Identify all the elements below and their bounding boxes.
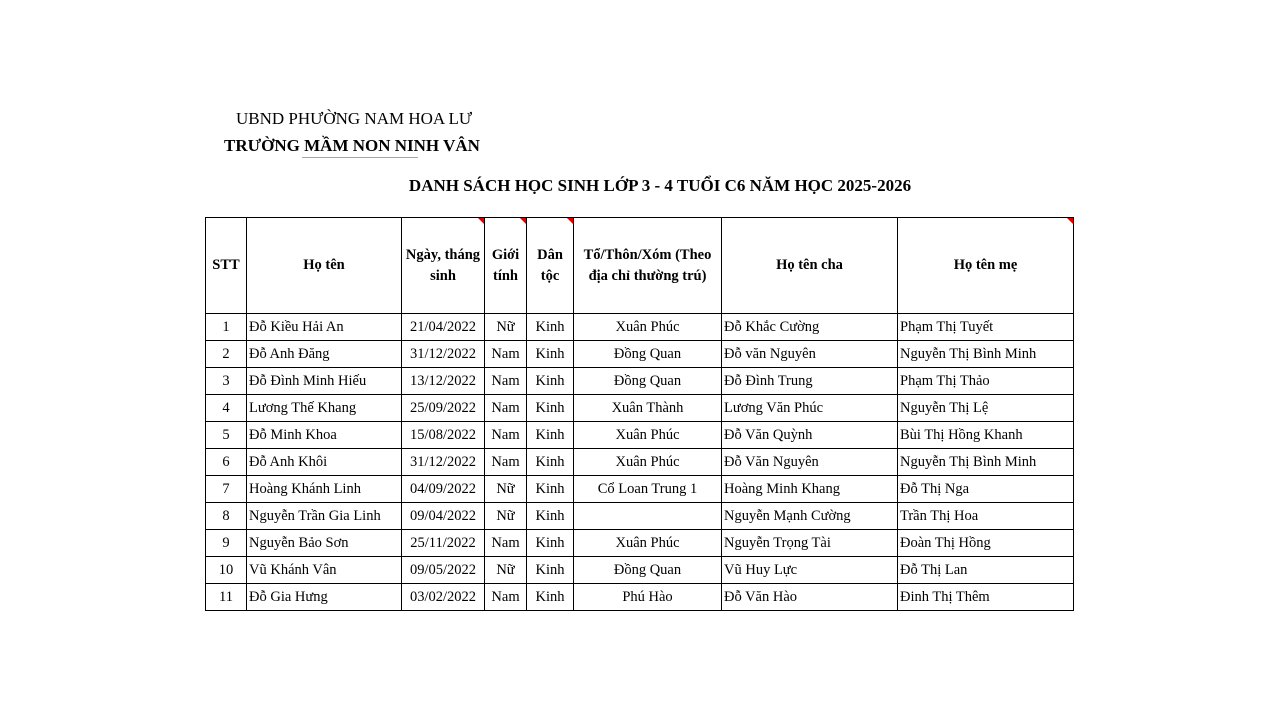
table-row bbox=[206, 503, 1074, 530]
cell-name[interactable]: Đỗ Kiều Hải An bbox=[247, 314, 402, 341]
cell-mother[interactable]: Nguyễn Thị Bình Minh bbox=[898, 341, 1074, 368]
cell-birthdate[interactable]: 13/12/2022 bbox=[402, 368, 485, 395]
cell-gender[interactable]: Nữ bbox=[485, 557, 527, 584]
table-row bbox=[206, 530, 1074, 557]
cell-stt[interactable]: 9 bbox=[206, 530, 247, 557]
cell-mother[interactable]: Phạm Thị Thảo bbox=[898, 368, 1074, 395]
col-header-address[interactable]: Tổ/Thôn/Xóm (Theo địa chỉ thường trú) bbox=[574, 218, 722, 314]
table-row bbox=[206, 314, 1074, 341]
cell-name[interactable]: Đỗ Đình Minh Hiếu bbox=[247, 368, 402, 395]
cell-ethnicity[interactable]: Kinh bbox=[527, 557, 574, 584]
col-header-father[interactable]: Họ tên cha bbox=[722, 218, 898, 314]
cell-address[interactable] bbox=[574, 503, 722, 530]
cell-birthdate[interactable]: 09/05/2022 bbox=[402, 557, 485, 584]
cell-stt[interactable]: 10 bbox=[206, 557, 247, 584]
cell-stt[interactable]: 5 bbox=[206, 422, 247, 449]
school-name: TRƯỜNG MẦM NON NINH VÂN bbox=[224, 136, 480, 155]
cell-gender[interactable]: Nữ bbox=[485, 503, 527, 530]
table-row bbox=[206, 584, 1074, 611]
cell-name[interactable]: Lương Thế Khang bbox=[247, 395, 402, 422]
cell-stt[interactable]: 4 bbox=[206, 395, 247, 422]
cell-father[interactable]: Đỗ Khắc Cường bbox=[722, 314, 898, 341]
student-table bbox=[205, 217, 1074, 611]
cell-birthdate[interactable]: 21/04/2022 bbox=[402, 314, 485, 341]
col-header-mother[interactable]: Họ tên mẹ bbox=[898, 218, 1074, 314]
col-header-name[interactable]: Họ tên bbox=[247, 218, 402, 314]
cell-address[interactable]: Xuân Phúc bbox=[574, 422, 722, 449]
cell-ethnicity[interactable]: Kinh bbox=[527, 395, 574, 422]
cell-gender[interactable]: Nam bbox=[485, 395, 527, 422]
cell-mother[interactable]: Nguyễn Thị Lệ bbox=[898, 395, 1074, 422]
cell-birthdate[interactable]: 15/08/2022 bbox=[402, 422, 485, 449]
cell-father[interactable]: Đỗ Văn Nguyên bbox=[722, 449, 898, 476]
cell-ethnicity[interactable]: Kinh bbox=[527, 530, 574, 557]
cell-stt[interactable]: 3 bbox=[206, 368, 247, 395]
cell-gender[interactable]: Nam bbox=[485, 584, 527, 611]
header-row bbox=[206, 218, 1074, 314]
table-row bbox=[206, 476, 1074, 503]
cell-ethnicity[interactable]: Kinh bbox=[527, 476, 574, 503]
cell-ethnicity[interactable]: Kinh bbox=[527, 503, 574, 530]
cell-stt[interactable]: 6 bbox=[206, 449, 247, 476]
cell-mother[interactable]: Trần Thị Hoa bbox=[898, 503, 1074, 530]
cell-stt[interactable]: 7 bbox=[206, 476, 247, 503]
cell-father[interactable]: Đỗ Văn Quỳnh bbox=[722, 422, 898, 449]
cell-father[interactable]: Lương Văn Phúc bbox=[722, 395, 898, 422]
cell-gender[interactable]: Nam bbox=[485, 422, 527, 449]
cell-ethnicity[interactable]: Kinh bbox=[527, 314, 574, 341]
student-rows bbox=[206, 314, 1074, 611]
cell-father[interactable]: Đỗ Đình Trung bbox=[722, 368, 898, 395]
cell-stt[interactable]: 8 bbox=[206, 503, 247, 530]
cell-ethnicity[interactable]: Kinh bbox=[527, 584, 574, 611]
comment-marker[interactable] bbox=[567, 218, 573, 224]
cell-address[interactable]: Phú Hào bbox=[574, 584, 722, 611]
cell-address[interactable]: Đồng Quan bbox=[574, 368, 722, 395]
cell-address[interactable]: Xuân Phúc bbox=[574, 530, 722, 557]
table-row bbox=[206, 341, 1074, 368]
cell-name[interactable]: Hoàng Khánh Linh bbox=[247, 476, 402, 503]
table-row bbox=[206, 449, 1074, 476]
col-header-ethnicity[interactable]: Dân tộc bbox=[527, 218, 574, 314]
cell-gender[interactable]: Nam bbox=[485, 341, 527, 368]
cell-birthdate[interactable]: 25/09/2022 bbox=[402, 395, 485, 422]
table-row bbox=[206, 557, 1074, 584]
cell-mother[interactable]: Đinh Thị Thêm bbox=[898, 584, 1074, 611]
cell-birthdate[interactable]: 03/02/2022 bbox=[402, 584, 485, 611]
cell-gender[interactable]: Nữ bbox=[485, 476, 527, 503]
cell-birthdate[interactable]: 25/11/2022 bbox=[402, 530, 485, 557]
cell-name[interactable]: Đỗ Anh Đăng bbox=[247, 341, 402, 368]
spellcheck-underline bbox=[302, 157, 418, 158]
cell-stt[interactable]: 1 bbox=[206, 314, 247, 341]
org-name: UBND PHƯỜNG NAM HOA LƯ bbox=[236, 109, 473, 128]
cell-name[interactable]: Đỗ Anh Khôi bbox=[247, 449, 402, 476]
cell-mother[interactable]: Đỗ Thị Lan bbox=[898, 557, 1074, 584]
cell-mother[interactable]: Bùi Thị Hồng Khanh bbox=[898, 422, 1074, 449]
cell-mother[interactable]: Đỗ Thị Nga bbox=[898, 476, 1074, 503]
cell-gender[interactable]: Nam bbox=[485, 530, 527, 557]
cell-ethnicity[interactable]: Kinh bbox=[527, 422, 574, 449]
col-header-stt[interactable]: STT bbox=[206, 218, 247, 314]
cell-name[interactable]: Nguyễn Trần Gia Linh bbox=[247, 503, 402, 530]
cell-stt[interactable]: 11 bbox=[206, 584, 247, 611]
comment-marker[interactable] bbox=[1067, 218, 1073, 224]
cell-mother[interactable]: Nguyễn Thị Bình Minh bbox=[898, 449, 1074, 476]
document-title: DANH SÁCH HỌC SINH LỚP 3 - 4 TUỔI C6 NĂM HỌC 2025-2026 bbox=[408, 176, 912, 195]
cell-birthdate[interactable]: 31/12/2022 bbox=[402, 341, 485, 368]
cell-father[interactable]: Hoàng Minh Khang bbox=[722, 476, 898, 503]
cell-gender[interactable]: Nam bbox=[485, 368, 527, 395]
cell-gender[interactable]: Nam bbox=[485, 449, 527, 476]
cell-mother[interactable]: Phạm Thị Tuyết bbox=[898, 314, 1074, 341]
cell-name[interactable]: Đỗ Minh Khoa bbox=[247, 422, 402, 449]
cell-stt[interactable]: 2 bbox=[206, 341, 247, 368]
cell-father[interactable]: Đỗ Văn Hào bbox=[722, 584, 898, 611]
col-header-gender[interactable]: Giới tính bbox=[485, 218, 527, 314]
cell-ethnicity[interactable]: Kinh bbox=[527, 449, 574, 476]
cell-father[interactable]: Nguyễn Trọng Tài bbox=[722, 530, 898, 557]
comment-marker[interactable] bbox=[478, 218, 484, 224]
cell-address[interactable]: Cổ Loan Trung 1 bbox=[574, 476, 722, 503]
table-row bbox=[206, 395, 1074, 422]
cell-name[interactable]: Vũ Khánh Vân bbox=[247, 557, 402, 584]
cell-address[interactable]: Đồng Quan bbox=[574, 557, 722, 584]
comment-marker[interactable] bbox=[520, 218, 526, 224]
table-row bbox=[206, 422, 1074, 449]
col-header-birthdate[interactable]: Ngày, tháng sinh bbox=[402, 218, 485, 314]
cell-birthdate[interactable]: 31/12/2022 bbox=[402, 449, 485, 476]
cell-birthdate[interactable]: 04/09/2022 bbox=[402, 476, 485, 503]
cell-birthdate[interactable]: 09/04/2022 bbox=[402, 503, 485, 530]
cell-father[interactable]: Đỗ văn Nguyên bbox=[722, 341, 898, 368]
cell-father[interactable]: Nguyễn Mạnh Cường bbox=[722, 503, 898, 530]
cell-ethnicity[interactable]: Kinh bbox=[527, 341, 574, 368]
cell-address[interactable]: Đồng Quan bbox=[574, 341, 722, 368]
table-row bbox=[206, 368, 1074, 395]
cell-ethnicity[interactable]: Kinh bbox=[527, 368, 574, 395]
cell-name[interactable]: Nguyễn Bảo Sơn bbox=[247, 530, 402, 557]
cell-address[interactable]: Xuân Phúc bbox=[574, 449, 722, 476]
cell-mother[interactable]: Đoàn Thị Hồng bbox=[898, 530, 1074, 557]
cell-address[interactable]: Xuân Thành bbox=[574, 395, 722, 422]
cell-address[interactable]: Xuân Phúc bbox=[574, 314, 722, 341]
cell-gender[interactable]: Nữ bbox=[485, 314, 527, 341]
cell-name[interactable]: Đỗ Gia Hưng bbox=[247, 584, 402, 611]
cell-father[interactable]: Vũ Huy Lực bbox=[722, 557, 898, 584]
